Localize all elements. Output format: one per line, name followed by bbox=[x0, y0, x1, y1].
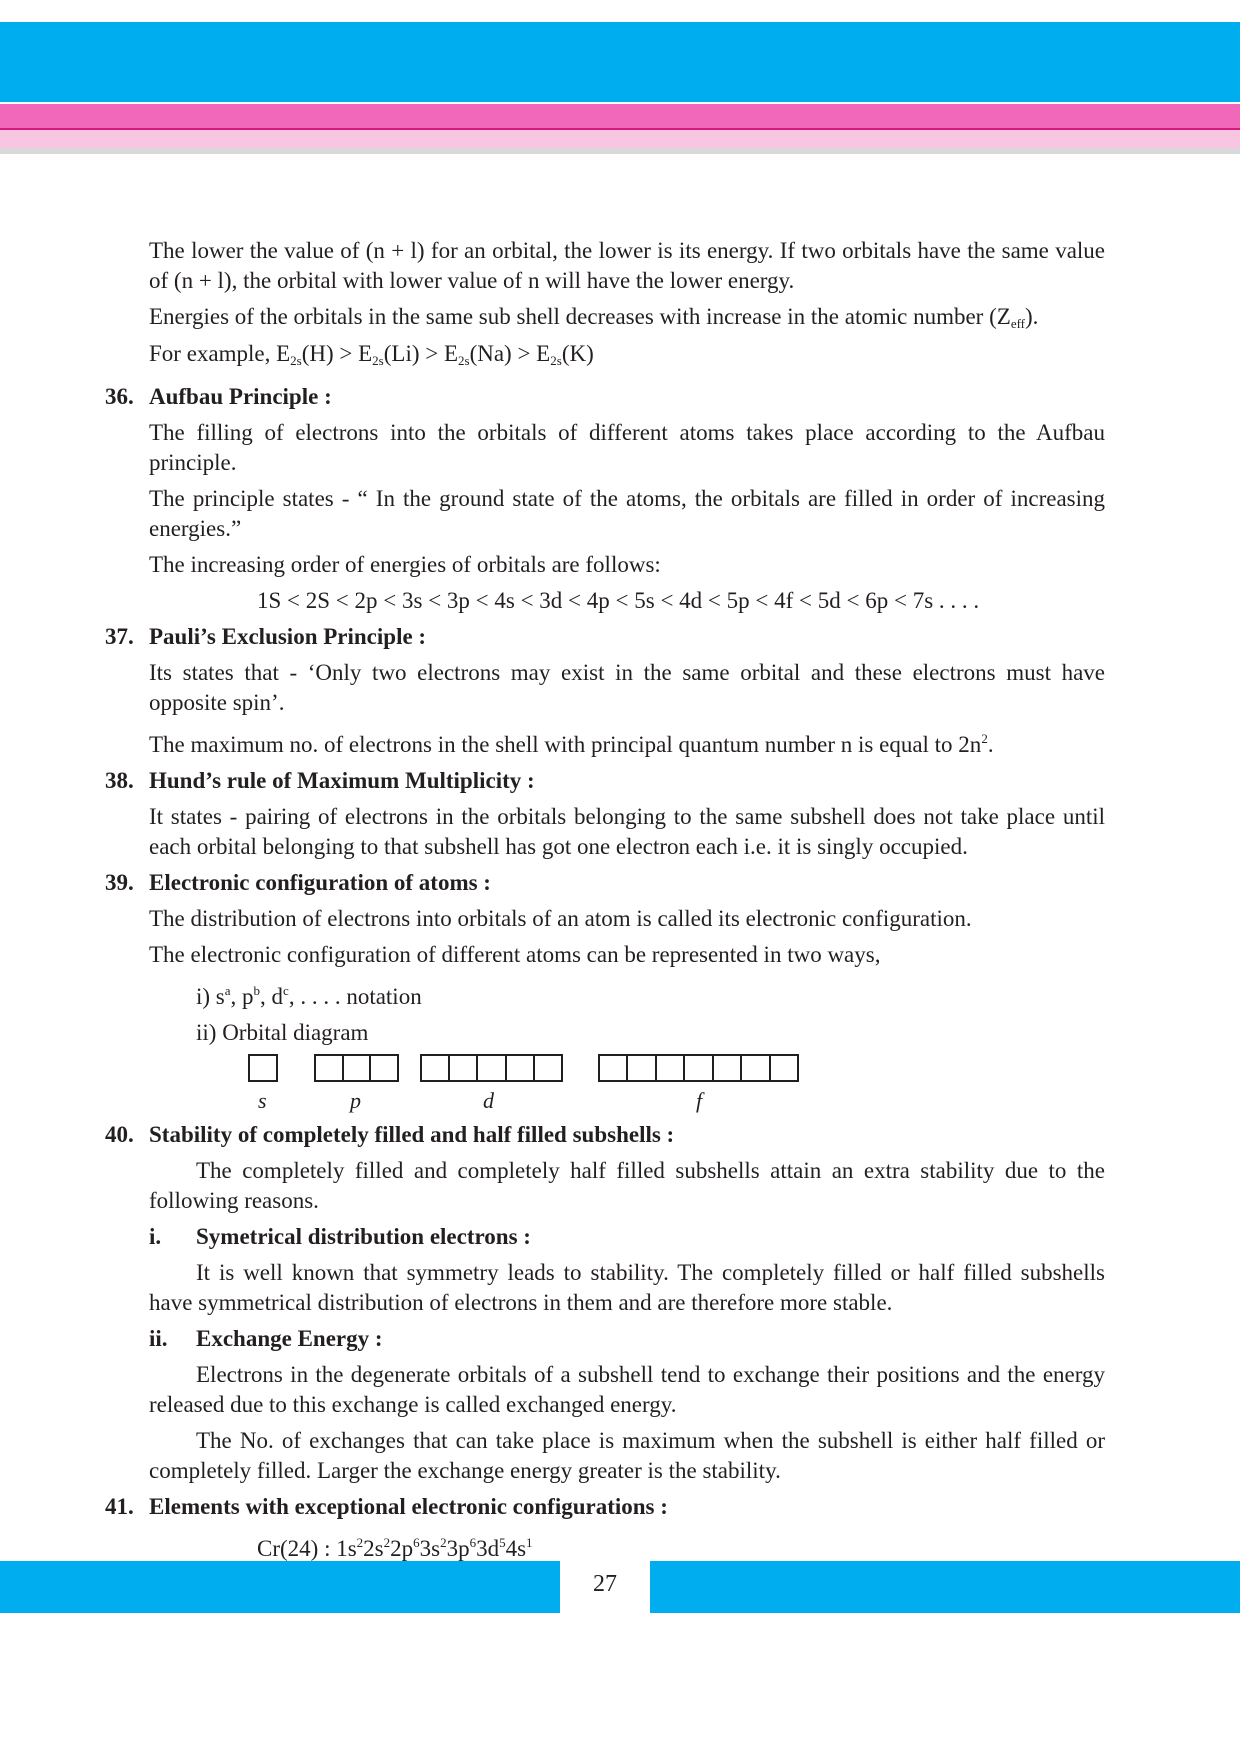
s37-paragraph-2: The maximum no. of electrons in the shell with principal quantum number n is equal to $2n^2$. bbox=[149, 731, 994, 757]
section-36-heading: 36. Aufbau Principle : bbox=[105, 384, 332, 409]
d-orbital-boxes bbox=[420, 1054, 563, 1082]
s36-paragraph-2: The principle states - “ In the ground state of the atoms, the orbitals are filled in order of increasing energies.” bbox=[149, 486, 1105, 541]
header-gray-band bbox=[0, 148, 1240, 154]
s-orbital-boxes bbox=[248, 1054, 278, 1082]
footer-blue-band-left bbox=[0, 1561, 560, 1613]
section-41-heading: 41. Elements with exceptional electronic configurations : bbox=[105, 1494, 668, 1519]
orbital-diagram bbox=[105, 1054, 1105, 1114]
s40-paragraph-1: The completely filled and completely half filled subshells attain an extra stability due to the following reasons. bbox=[149, 1158, 1105, 1213]
footer-blue-band-right bbox=[650, 1561, 1240, 1613]
p-orbital-boxes bbox=[314, 1054, 399, 1082]
section-38-heading: 38. Hund’s rule of Maximum Multiplicity : bbox=[105, 768, 535, 793]
s40-subheading-i: i. Symetrical distribution electrons : bbox=[149, 1224, 531, 1249]
d-label: d bbox=[483, 1088, 494, 1113]
page-number: 27 bbox=[593, 1571, 617, 1597]
p-label: p bbox=[350, 1088, 361, 1113]
s36-paragraph-1: The filling of electrons into the orbitals of different atoms takes place according to the Aufbau principle. bbox=[149, 420, 1105, 475]
s36-paragraph-3: The increasing order of energies of orbitals are follows: bbox=[149, 552, 661, 577]
f-orbital-boxes bbox=[598, 1054, 799, 1082]
s38-paragraph-1: It states - pairing of electrons in the orbitals belonging to the same subshell does not take place until each orbital belonging to that subshell has got one electron each i.e. it is singly occupied. bbox=[149, 804, 1105, 859]
section-40-heading: 40. Stability of completely filled and half filled subshells : bbox=[105, 1122, 675, 1147]
section-37-heading: 37. Pauli’s Exclusion Principle : bbox=[105, 624, 427, 649]
s40-subheading-ii: ii. Exchange Energy : bbox=[149, 1326, 383, 1351]
header-blue-band bbox=[0, 22, 1240, 102]
intro-paragraph-1: The lower the value of (n + l) for an orbital, the lower is its energy. If two orbitals have the same value of (n + l), the orbital with lower value of n will have the lower energy. bbox=[149, 238, 1105, 293]
orbital-energy-order: 1S < 2S < 2p < 3s < 3p < 4s < 3d < 4p < 5s < 4d < 5p < 4f < 5d < 6p < 7s . . . . bbox=[257, 588, 980, 613]
notation-list-item: i) $s^a$, $p^b$, $d^c$, . . . . notation bbox=[196, 983, 422, 1009]
s-label: s bbox=[258, 1088, 267, 1113]
header-pink-band bbox=[0, 104, 1240, 128]
s40-ii-paragraph-2: The No. of exchanges that can take place is maximum when the subshell is either half filled or completely filled. Larger the exchange energy greater is the stability. bbox=[149, 1428, 1105, 1483]
f-label: f bbox=[696, 1088, 703, 1113]
s40-i-paragraph: It is well known that symmetry leads to stability. The completely filled or half filled subshells have symmetrical distribution of electrons in them and are therefore more stable. bbox=[149, 1260, 1105, 1315]
intro-paragraph-2: Energies of the orbitals in the same sub shell decreases with increase in the atomic number $(Z_{eff})$. For example, $E_{2s}(H) > E_{2s}(Li) > E_{2s}(Na) > E_{2s}(K)$ bbox=[149, 304, 1039, 368]
s37-paragraph-1: Its states that - ‘Only two electrons may exist in the same orbital and these electrons must have opposite spin’. bbox=[149, 660, 1105, 715]
section-39-heading: 39. Electronic configuration of atoms : bbox=[105, 870, 491, 895]
page-content bbox=[105, 236, 1105, 1570]
chromium-configuration: Cr(24) : $1s^22s^22p^63s^23p^63d^54s^1$ bbox=[257, 1535, 533, 1561]
header-light-pink-band bbox=[0, 130, 1240, 148]
s39-paragraph-2: The electronic configuration of different atoms can be represented in two ways, bbox=[149, 942, 881, 967]
s39-paragraph-1: The distribution of electrons into orbitals of an atom is called its electronic configuration. bbox=[149, 906, 972, 931]
orbital-diagram-list-item: ii) Orbital diagram bbox=[196, 1020, 369, 1045]
s40-ii-paragraph-1: Electrons in the degenerate orbitals of a subshell tend to exchange their positions and the energy released due to this exchange is called exchanged energy. bbox=[149, 1362, 1105, 1417]
